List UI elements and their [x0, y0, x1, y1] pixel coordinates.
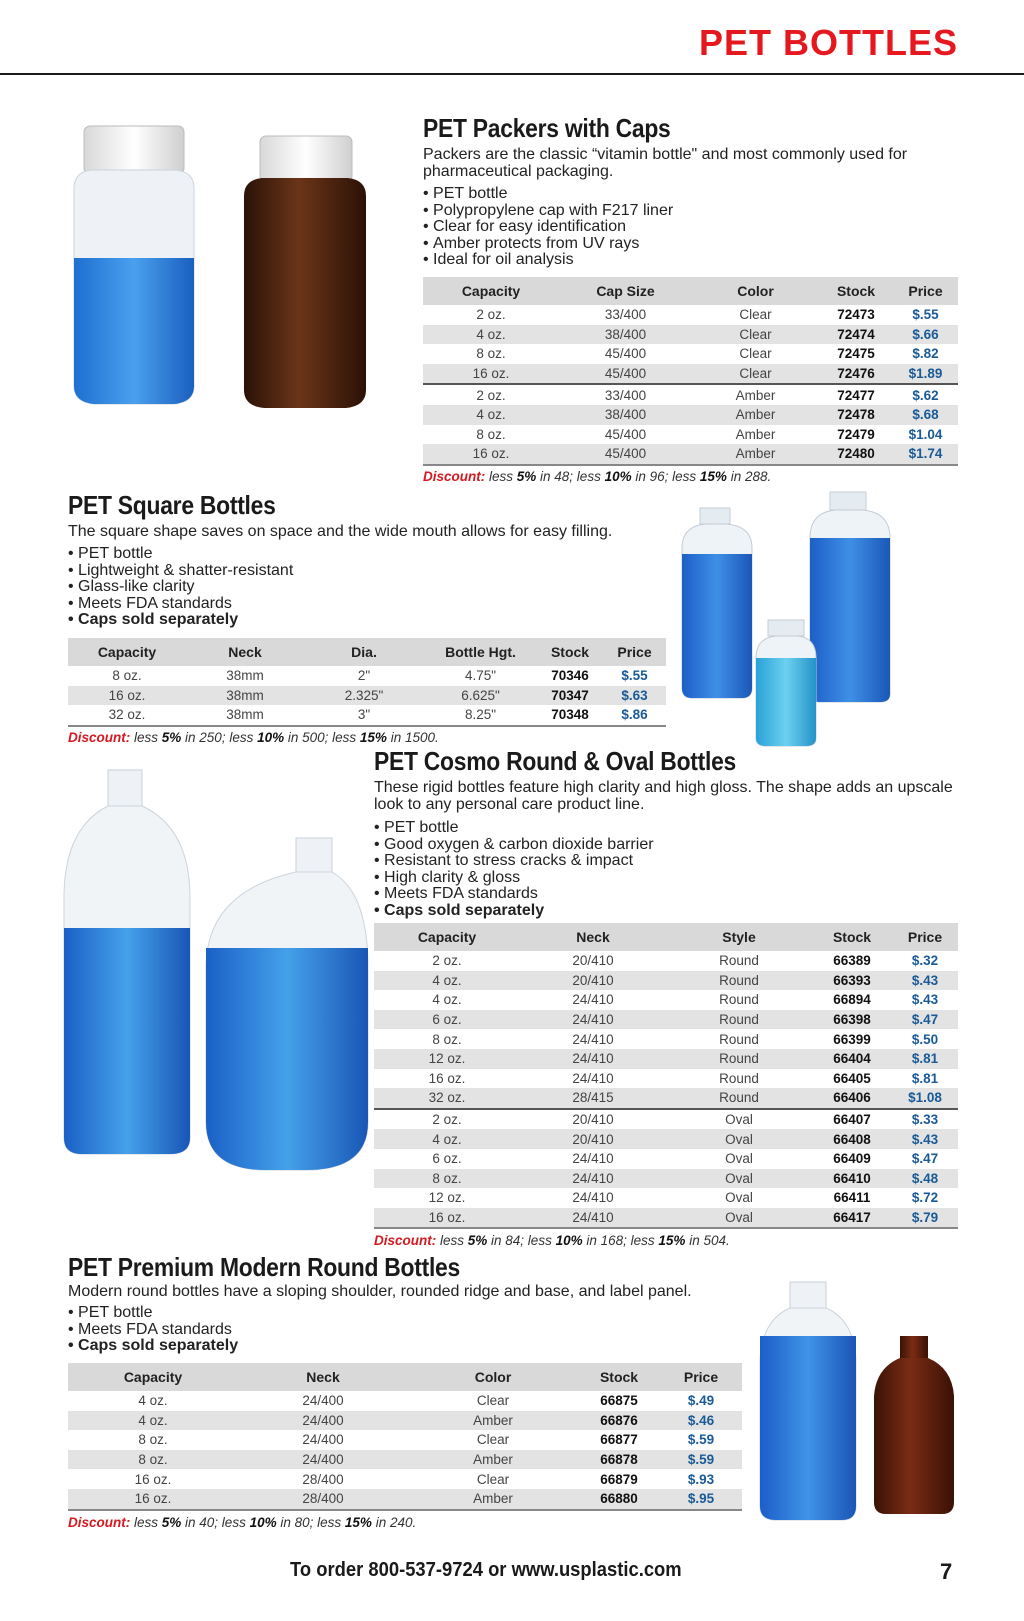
bullet: • Meets FDA standards — [68, 596, 293, 613]
table-cell: 66879 — [600, 1471, 638, 1487]
table-cell: 70348 — [537, 705, 603, 726]
table-cell: 24/410 — [572, 1070, 614, 1086]
column-header: Bottle Hgt. — [424, 638, 537, 666]
table-cell: 66410 — [812, 1169, 892, 1189]
column-header: Capacity — [68, 638, 186, 666]
square-bullets — [68, 546, 293, 629]
table-cell: $.95 — [660, 1489, 742, 1510]
table-cell: 66406 — [812, 1088, 892, 1109]
table-cell: Oval — [725, 1190, 753, 1206]
cosmo-bullets — [374, 820, 654, 919]
table-cell: $.59 — [660, 1450, 742, 1470]
table-row — [423, 325, 958, 345]
table-cell: 66417 — [812, 1208, 892, 1229]
cosmo-discount — [374, 1233, 730, 1248]
discount-text: in 1500. — [386, 730, 439, 745]
table-cell: $.33 — [911, 1112, 939, 1128]
table-cell: 66877 — [600, 1432, 638, 1448]
table-cell: Oval — [725, 1112, 753, 1128]
bullet: • Resistant to stress cracks & impact — [374, 853, 654, 870]
table-cell: 16 oz. — [423, 364, 559, 385]
column-header: Neck — [186, 638, 304, 666]
table-cell: 24/410 — [572, 992, 614, 1008]
table-cell: 8 oz. — [68, 1450, 238, 1470]
order-info: To order 800-537-9724 or www.usplastic.com — [290, 1559, 682, 1581]
table-cell: 3" — [304, 705, 424, 726]
table-cell: Clear — [739, 346, 772, 362]
discount-label: Discount: — [423, 469, 486, 484]
bullet: • Lightweight & shatter-resistant — [68, 563, 293, 580]
table-cell: $.43 — [892, 971, 958, 991]
table-cell: 66393 — [812, 971, 892, 991]
table-cell: 16 oz. — [68, 686, 186, 706]
discount-percent: 15% — [658, 1233, 686, 1248]
table-cell: Clear — [476, 1471, 510, 1487]
table-cell: Round — [666, 1010, 812, 1030]
discount-text: in 84; less — [487, 1233, 556, 1248]
bullet-bold: • Caps sold separately — [68, 1338, 238, 1355]
table-cell: 2 oz. — [476, 387, 506, 403]
table-cell: 28/415 — [520, 1088, 666, 1109]
table-row — [374, 1149, 958, 1169]
column-header: Neck — [520, 923, 666, 951]
table-cell: $.63 — [603, 686, 666, 706]
table-cell: 24/410 — [572, 1151, 614, 1167]
table-cell: 66409 — [833, 1151, 871, 1167]
square-bottles-image — [676, 488, 932, 750]
table-cell: 38mm — [226, 668, 264, 684]
table-row — [423, 405, 958, 425]
table-cell: 4 oz. — [374, 1129, 520, 1149]
column-header: Color — [692, 277, 819, 305]
table-cell: $.82 — [912, 346, 939, 362]
table-cell: $.46 — [660, 1411, 742, 1431]
cosmo-description: These rigid bottles feature high clarity and high gloss. The shape adds an upscale look to any personal care product line. — [374, 779, 953, 813]
bullet: • High clarity & gloss — [374, 870, 654, 887]
table-cell: 24/410 — [572, 1190, 614, 1206]
table-cell: 24/400 — [238, 1450, 408, 1470]
table-cell: 66405 — [833, 1070, 871, 1086]
premium-bullets — [68, 1305, 238, 1355]
table-cell: Round — [719, 1070, 759, 1086]
table-row — [374, 1069, 958, 1089]
table-cell: 45/400 — [604, 426, 647, 442]
table-cell: 66404 — [812, 1049, 892, 1069]
table-cell: 66399 — [833, 1031, 871, 1047]
table-cell: 70346 — [551, 668, 589, 684]
table-row — [374, 1029, 958, 1049]
table-cell: $.66 — [893, 325, 958, 345]
table-cell: 72473 — [837, 307, 875, 323]
table-cell: 8 oz. — [432, 1031, 462, 1047]
column-header: Color — [408, 1363, 578, 1391]
column-header: Style — [666, 923, 812, 951]
table-cell: $.55 — [621, 668, 648, 684]
table-cell: Round — [666, 1088, 812, 1109]
table-cell: 45/400 — [559, 364, 692, 385]
table-cell: 8 oz. — [476, 426, 506, 442]
table-cell: 20/410 — [572, 953, 614, 969]
table-cell: 2" — [357, 668, 371, 684]
packers-bullets — [423, 186, 673, 269]
discount-text: in 80; less — [276, 1515, 345, 1530]
table-cell: 72480 — [819, 444, 893, 465]
table-cell: Amber — [692, 405, 819, 425]
discount-percent: 10% — [249, 1515, 277, 1530]
table-cell: 2.325" — [304, 686, 424, 706]
table-cell: 4 oz. — [432, 992, 462, 1008]
column-header: Dia. — [304, 638, 424, 666]
table-cell: 66398 — [812, 1010, 892, 1030]
discount-percent: 5% — [161, 730, 182, 745]
table-cell: 24/410 — [520, 1169, 666, 1189]
table-row — [423, 305, 958, 325]
table-cell: 20/410 — [572, 1112, 614, 1128]
table-cell: Oval — [666, 1208, 812, 1229]
table-row — [423, 384, 958, 405]
table-cell: 6 oz. — [432, 1151, 462, 1167]
table-cell: 32 oz. — [68, 705, 186, 726]
square-title: PET Square Bottles — [68, 490, 276, 520]
discount-text: in 288. — [726, 469, 772, 484]
square-discount — [68, 730, 439, 745]
table-cell: $.81 — [892, 1049, 958, 1069]
table-cell: 24/410 — [572, 1031, 614, 1047]
table-row — [68, 1411, 742, 1431]
table-cell: Amber — [408, 1489, 578, 1510]
table-cell: 66411 — [833, 1190, 871, 1206]
bullet: • Good oxygen & carbon dioxide barrier — [374, 837, 654, 854]
premium-bottles-image — [756, 1280, 956, 1526]
table-cell: 12 oz. — [374, 1049, 520, 1069]
column-header: Stock — [819, 277, 893, 305]
table-row — [374, 1109, 958, 1130]
page-number: 7 — [940, 1559, 953, 1584]
table-row — [68, 1450, 742, 1470]
bullet-bold: • Caps sold separately — [374, 903, 654, 920]
discount-label: Discount: — [68, 730, 131, 745]
table-cell: 66389 — [833, 953, 871, 969]
table-cell: 72474 — [819, 325, 893, 345]
table-cell: 72478 — [819, 405, 893, 425]
table-cell: $.79 — [892, 1208, 958, 1229]
table-cell: 20/410 — [520, 971, 666, 991]
table-cell: 24/400 — [302, 1432, 344, 1448]
table-row — [374, 1049, 958, 1069]
column-header: Capacity — [68, 1363, 238, 1391]
bullet: • PET bottle — [68, 546, 293, 563]
table-cell: Round — [666, 1049, 812, 1069]
table-cell: $.59 — [687, 1432, 715, 1448]
table-cell: Amber — [735, 387, 776, 403]
packers-title: PET Packers with Caps — [423, 113, 671, 143]
discount-text: in 504. — [685, 1233, 730, 1248]
premium-title: PET Premium Modern Round Bottles — [68, 1252, 460, 1282]
table-cell: $.49 — [687, 1393, 715, 1409]
table-cell: 33/400 — [604, 387, 647, 403]
table-row — [374, 1208, 958, 1229]
discount-percent: 5% — [516, 469, 537, 484]
table-row — [374, 1169, 958, 1189]
table-cell: Clear — [476, 1432, 510, 1448]
table-cell: 45/400 — [604, 346, 647, 362]
column-header: Price — [892, 923, 958, 951]
table-cell: 66876 — [578, 1411, 660, 1431]
table-cell: 24/400 — [302, 1393, 344, 1409]
column-header: Cap Size — [559, 277, 692, 305]
square-table — [68, 638, 666, 727]
table-cell: 70347 — [537, 686, 603, 706]
table-cell: 24/400 — [238, 1411, 408, 1431]
table-cell: 24/410 — [520, 1010, 666, 1030]
table-row — [374, 1088, 958, 1109]
discount-text: in 48; less — [536, 469, 605, 484]
table-cell: 16 oz. — [374, 1208, 520, 1229]
table-cell: Clear — [692, 325, 819, 345]
bullet-bold: • Caps sold separately — [68, 612, 293, 629]
table-cell: $.86 — [603, 705, 666, 726]
table-cell: Clear — [476, 1393, 510, 1409]
packers-description: Packers are the classic “vitamin bottle" and most commonly used for pharmaceutical packaging. — [423, 146, 908, 180]
discount-text: less — [485, 469, 517, 484]
table-cell: Amber — [408, 1411, 578, 1431]
discount-percent: 10% — [555, 1233, 583, 1248]
table-cell: $.47 — [892, 1010, 958, 1030]
discount-text: less — [436, 1233, 468, 1248]
discount-percent: 5% — [467, 1233, 488, 1248]
table-cell: 4 oz. — [374, 971, 520, 991]
table-cell: $1.89 — [893, 364, 958, 385]
bullet: • Meets FDA standards — [68, 1322, 238, 1339]
table-cell: 66408 — [812, 1129, 892, 1149]
square-description: The square shape saves on space and the wide mouth allows for easy filling. — [68, 523, 613, 540]
bullet: • Polypropylene cap with F217 liner — [423, 203, 673, 220]
discount-label: Discount: — [374, 1233, 437, 1248]
table-cell: 72477 — [837, 387, 875, 403]
table-cell: 24/410 — [520, 1049, 666, 1069]
table-cell: Amber — [408, 1450, 578, 1470]
table-cell: 8 oz. — [374, 1169, 520, 1189]
table-cell: $1.04 — [908, 426, 943, 442]
table-row — [68, 1430, 742, 1450]
table-cell: 33/400 — [604, 307, 647, 323]
premium-discount — [68, 1515, 416, 1530]
table-cell: $.43 — [892, 1129, 958, 1149]
discount-percent: 10% — [257, 730, 285, 745]
table-cell: 66880 — [578, 1489, 660, 1510]
table-cell: 28/400 — [238, 1489, 408, 1510]
table-cell: $.32 — [911, 953, 939, 969]
table-row — [68, 1489, 742, 1510]
packer-bottles-image — [62, 118, 378, 418]
table-cell: Round — [719, 1031, 759, 1047]
table-cell: 72475 — [837, 346, 875, 362]
page-header-title: PET BOTTLES — [698, 22, 958, 63]
table-cell: 4 oz. — [423, 405, 559, 425]
table-cell: $.68 — [893, 405, 958, 425]
table-cell: 16 oz. — [423, 444, 559, 465]
bullet: • Ideal for oil analysis — [423, 252, 673, 269]
discount-text: in 500; less — [284, 730, 360, 745]
discount-text: less — [130, 730, 162, 745]
table-row — [423, 364, 958, 385]
column-header: Stock — [578, 1363, 660, 1391]
table-cell: $.43 — [911, 992, 939, 1008]
bullet: • Amber protects from UV rays — [423, 236, 673, 253]
table-cell: 66894 — [833, 992, 871, 1008]
table-row — [374, 1129, 958, 1149]
table-cell: 66878 — [578, 1450, 660, 1470]
table-cell: 28/400 — [302, 1471, 344, 1487]
table-cell: $.62 — [912, 387, 939, 403]
table-cell: 24/410 — [520, 1208, 666, 1229]
table-cell: Round — [666, 971, 812, 991]
table-cell: 66407 — [833, 1112, 871, 1128]
discount-percent: 15% — [359, 730, 387, 745]
table-row — [423, 344, 958, 364]
table-cell: 8.25" — [424, 705, 537, 726]
column-header: Price — [660, 1363, 742, 1391]
discount-text: in 40; less — [181, 1515, 250, 1530]
table-cell: Amber — [692, 444, 819, 465]
column-header: Neck — [238, 1363, 408, 1391]
table-cell: Oval — [666, 1129, 812, 1149]
premium-description: Modern round bottles have a sloping shoulder, rounded ridge and base, and label panel. — [68, 1283, 692, 1300]
column-header: Capacity — [374, 923, 520, 951]
cosmo-title: PET Cosmo Round & Oval Bottles — [374, 746, 737, 776]
bullet: • PET bottle — [68, 1305, 238, 1322]
table-cell: $.47 — [911, 1151, 939, 1167]
column-header: Stock — [537, 638, 603, 666]
discount-text: in 240. — [371, 1515, 417, 1530]
table-row — [68, 666, 666, 686]
table-cell: $.72 — [911, 1190, 939, 1206]
table-row — [374, 1010, 958, 1030]
table-cell: $1.74 — [893, 444, 958, 465]
table-cell: Amber — [735, 426, 776, 442]
table-row — [68, 705, 666, 726]
bullet: • Glass-like clarity — [68, 579, 293, 596]
table-cell: Round — [719, 953, 759, 969]
table-row — [374, 990, 958, 1010]
table-cell: $.55 — [912, 307, 939, 323]
table-cell: $.93 — [687, 1471, 715, 1487]
bullet: • Meets FDA standards — [374, 886, 654, 903]
table-cell: 38mm — [186, 705, 304, 726]
discount-text: in 250; less — [181, 730, 258, 745]
table-row — [68, 686, 666, 706]
discount-percent: 5% — [161, 1515, 182, 1530]
column-header: Capacity — [423, 277, 559, 305]
table-cell: Clear — [692, 364, 819, 385]
discount-percent: 10% — [604, 469, 632, 484]
bullet: • Clear for easy identification — [423, 219, 673, 236]
table-cell: 16 oz. — [68, 1489, 238, 1510]
table-row — [374, 971, 958, 991]
discount-label: Discount: — [68, 1515, 131, 1530]
header-rule — [0, 73, 1024, 75]
table-cell: 2 oz. — [432, 1112, 462, 1128]
table-cell: 38mm — [186, 686, 304, 706]
table-cell: 38/400 — [559, 405, 692, 425]
table-cell: 12 oz. — [428, 1190, 466, 1206]
table-cell: 4 oz. — [138, 1393, 168, 1409]
table-cell: $.50 — [911, 1031, 939, 1047]
table-cell: Oval — [666, 1169, 812, 1189]
column-header: Price — [603, 638, 666, 666]
table-cell: 8 oz. — [476, 346, 506, 362]
table-cell: 8 oz. — [112, 668, 142, 684]
bullet: • PET bottle — [374, 820, 654, 837]
packers-table — [423, 277, 958, 466]
table-cell: Round — [719, 992, 759, 1008]
table-cell: 2 oz. — [476, 307, 506, 323]
table-cell: Clear — [739, 307, 772, 323]
table-cell: 16 oz. — [428, 1070, 466, 1086]
premium-table — [68, 1363, 742, 1511]
cosmo-bottles-image — [60, 768, 372, 1174]
cosmo-table — [374, 923, 958, 1229]
table-cell: 8 oz. — [138, 1432, 168, 1448]
table-cell: 4.75" — [464, 668, 497, 684]
table-row — [374, 951, 958, 971]
table-cell: 4 oz. — [68, 1411, 238, 1431]
bullet: • PET bottle — [423, 186, 673, 203]
table-cell: 2 oz. — [432, 953, 462, 969]
table-cell: 45/400 — [559, 444, 692, 465]
table-row — [374, 1188, 958, 1208]
table-cell: 20/410 — [520, 1129, 666, 1149]
table-row — [68, 1391, 742, 1411]
table-cell: $.48 — [892, 1169, 958, 1189]
table-row — [68, 1469, 742, 1489]
table-cell: 6 oz. — [374, 1010, 520, 1030]
table-cell: 38/400 — [559, 325, 692, 345]
table-cell: 66875 — [600, 1393, 638, 1409]
discount-text: in 96; less — [631, 469, 700, 484]
table-cell: 72476 — [819, 364, 893, 385]
table-row — [423, 425, 958, 445]
table-cell: Oval — [725, 1151, 753, 1167]
table-cell: $1.08 — [892, 1088, 958, 1109]
table-cell: 72479 — [837, 426, 875, 442]
table-cell: 4 oz. — [423, 325, 559, 345]
table-row — [423, 444, 958, 465]
discount-text: in 168; less — [582, 1233, 659, 1248]
table-cell: $.81 — [911, 1070, 939, 1086]
packers-discount — [423, 469, 771, 484]
discount-percent: 15% — [344, 1515, 372, 1530]
table-cell: 32 oz. — [374, 1088, 520, 1109]
discount-text: less — [130, 1515, 162, 1530]
column-header: Price — [893, 277, 958, 305]
discount-percent: 15% — [699, 469, 727, 484]
table-cell: 16 oz. — [134, 1471, 172, 1487]
column-header: Stock — [812, 923, 892, 951]
table-cell: 6.625" — [424, 686, 537, 706]
